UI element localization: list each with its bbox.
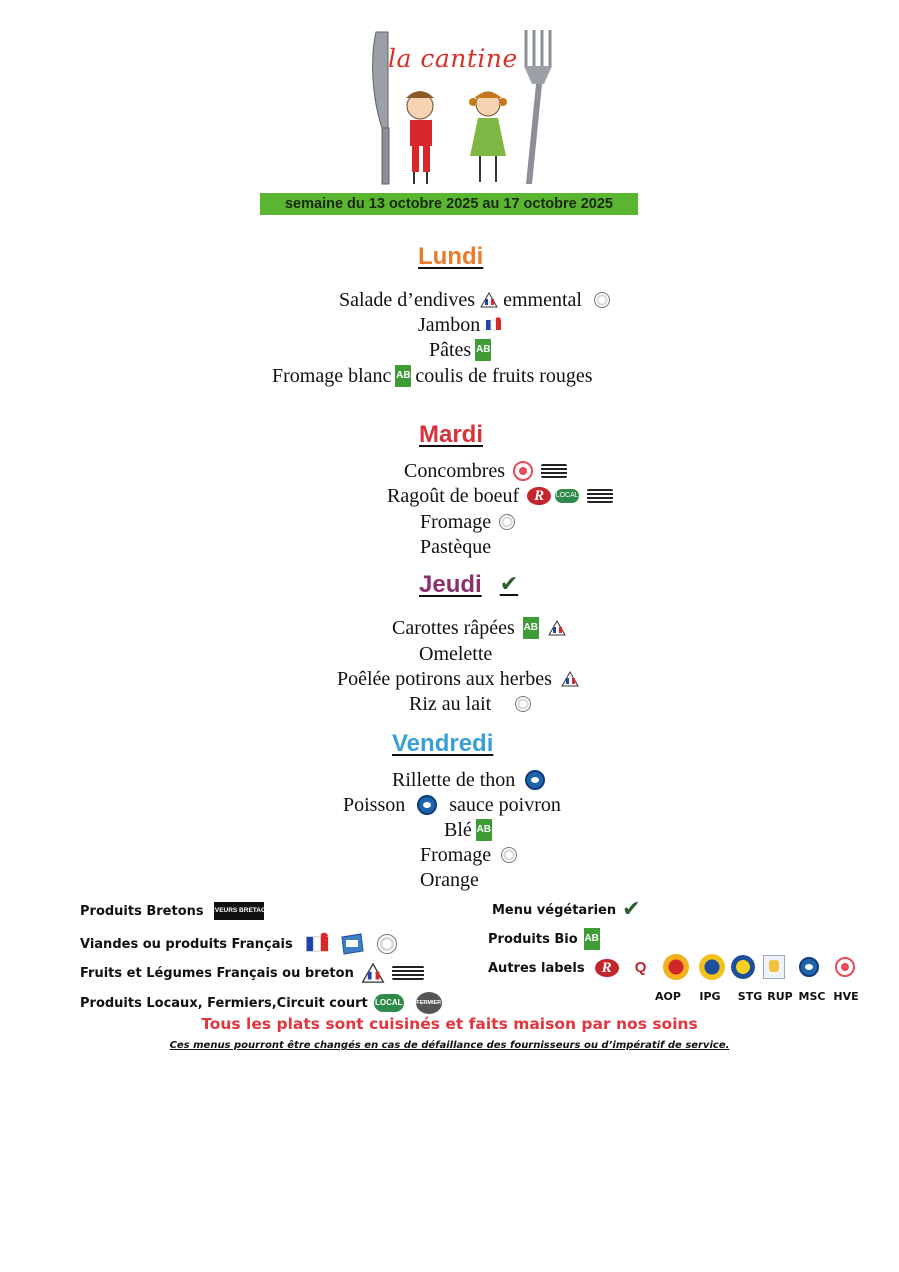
legend-autres xyxy=(488,958,649,978)
dish-row xyxy=(420,843,517,867)
dish-row xyxy=(404,459,567,483)
french-product-icon xyxy=(501,847,517,863)
legend-fruits-legumes xyxy=(80,961,424,985)
dish-name: coulis de fruits rouges xyxy=(415,365,593,387)
logo-title: la cantine xyxy=(388,44,518,73)
dish-name: Fromage xyxy=(420,844,492,866)
french-poultry-icon xyxy=(339,931,365,957)
legend-label: Produits Locaux, Fermiers,Circuit court xyxy=(80,995,368,1011)
french-product-icon xyxy=(594,292,610,308)
dish-row xyxy=(337,667,580,691)
french-fruit-veg-icon xyxy=(479,291,499,309)
dish-name: Orange xyxy=(420,869,479,891)
day-title-mardi xyxy=(419,421,483,449)
dish-name: emmental xyxy=(503,289,582,311)
dish-row xyxy=(420,868,479,892)
hve-icon xyxy=(513,461,533,481)
dish-row xyxy=(343,793,561,817)
dish-row xyxy=(419,642,492,666)
dish-name: Blé xyxy=(444,819,472,841)
legend-bretons xyxy=(80,902,276,920)
label-name: HVE xyxy=(833,990,859,1003)
label-name: RUP xyxy=(767,990,793,1003)
legend-label: Produits Bio xyxy=(488,931,578,947)
dish-name: Ragoût de boeuf xyxy=(387,485,520,507)
organic-ab-icon: AB xyxy=(584,928,600,950)
dish-name: Concombres xyxy=(404,460,506,482)
day-title-lundi xyxy=(418,243,483,271)
organic-ab-icon: AB xyxy=(523,617,539,639)
label-name: MSC xyxy=(798,990,826,1003)
dish-row xyxy=(409,692,531,716)
day-name: Jeudi xyxy=(419,571,482,598)
dish-row xyxy=(392,768,545,792)
hve-icon xyxy=(835,957,855,977)
dish-name: sauce poivron xyxy=(449,794,561,816)
legend-label: Menu végétarien xyxy=(492,902,617,918)
msc-icon xyxy=(525,770,545,790)
dish-row xyxy=(387,484,613,508)
legend-bio xyxy=(488,928,600,950)
dish-row xyxy=(392,616,567,640)
footer-disclaimer: Ces menus pourront être changés en cas de défaillance des fournisseurs ou d’impératif de service. xyxy=(169,1040,730,1051)
french-meat-icon xyxy=(303,931,333,957)
dish-name: Fromage xyxy=(420,511,492,533)
label-name: STG xyxy=(737,990,763,1003)
legend-label: Produits Bretons xyxy=(80,903,204,919)
dish-name: Rillette de thon xyxy=(392,769,516,791)
day-title-jeudi xyxy=(419,571,518,599)
dish-name: Fromage blanc xyxy=(272,365,392,387)
label-names-row xyxy=(651,990,863,1003)
organic-ab-icon: AB xyxy=(395,365,411,387)
french-meat-icon xyxy=(484,316,504,334)
legend-label: Autres labels xyxy=(488,960,585,976)
dish-name: Pâtes xyxy=(429,339,472,361)
week-banner: semaine du 13 octobre 2025 au 17 octobre 2025 xyxy=(260,193,638,215)
label-name: AOP xyxy=(655,990,681,1003)
local-product-icon: LOCAL xyxy=(374,994,404,1012)
dish-name: Riz au lait xyxy=(409,693,492,715)
legend-vegetarien xyxy=(492,899,641,921)
french-fruit-veg-icon xyxy=(360,961,386,985)
label-medallions xyxy=(663,954,855,980)
qualite-icon: Q xyxy=(634,959,647,976)
stg-icon xyxy=(731,955,755,979)
dish-name: Salade d’endives xyxy=(339,289,476,311)
dish-name: Omelette xyxy=(419,643,493,665)
day-name: Mardi xyxy=(419,421,484,448)
dish-row xyxy=(272,364,593,388)
legend-locaux xyxy=(80,992,442,1014)
breton-flag-icon xyxy=(392,966,424,980)
igp-icon xyxy=(699,954,725,980)
french-fruit-veg-icon xyxy=(560,670,580,688)
day-title-vendredi xyxy=(392,730,493,758)
legend-francais xyxy=(80,931,397,957)
dish-row xyxy=(420,510,515,534)
day-name: Lundi xyxy=(418,243,484,270)
vegetarian-leaf-icon: ✔ xyxy=(499,572,519,597)
msc-icon xyxy=(417,795,437,815)
dish-row xyxy=(444,818,492,842)
label-rouge-icon: R xyxy=(595,959,619,977)
rup-icon xyxy=(763,955,785,979)
dish-name: Carottes râpées xyxy=(392,617,515,639)
dish-row xyxy=(418,313,504,337)
dish-row xyxy=(420,535,491,559)
msc-icon xyxy=(799,957,819,977)
day-name: Vendredi xyxy=(392,730,494,757)
french-product-icon xyxy=(499,514,515,530)
french-product-icon xyxy=(377,934,397,954)
legend-label: Fruits et Légumes Français ou breton xyxy=(80,965,354,981)
organic-ab-icon: AB xyxy=(476,819,492,841)
dish-name: Poisson xyxy=(343,794,406,816)
dish-row xyxy=(339,288,610,312)
aop-icon xyxy=(663,954,689,980)
fermier-icon: FERMIER xyxy=(416,992,442,1014)
legend-label: Viandes ou produits Français xyxy=(80,936,293,952)
footer-homemade-note: Tous les plats sont cuisinés et faits maison par nos soins xyxy=(201,1015,698,1033)
organic-ab-icon: AB xyxy=(475,339,491,361)
french-fruit-veg-icon xyxy=(547,619,567,637)
dish-name: Pastèque xyxy=(420,536,492,558)
label-rouge-icon: R xyxy=(527,487,551,505)
local-product-icon: LOCAL xyxy=(555,489,579,503)
breton-flag-icon xyxy=(541,464,567,478)
vegetarian-leaf-icon: ✔ xyxy=(622,897,641,922)
french-product-icon xyxy=(515,696,531,712)
dish-row xyxy=(429,338,491,362)
breton-flag-icon xyxy=(587,489,613,503)
eleveurs-bretagne-icon: ÉLEVEURS BRETAGNE xyxy=(214,902,264,920)
label-name: IPG xyxy=(699,990,721,1003)
dish-name: Poêlée potirons aux herbes xyxy=(337,668,552,690)
dish-name: Jambon xyxy=(418,314,481,336)
